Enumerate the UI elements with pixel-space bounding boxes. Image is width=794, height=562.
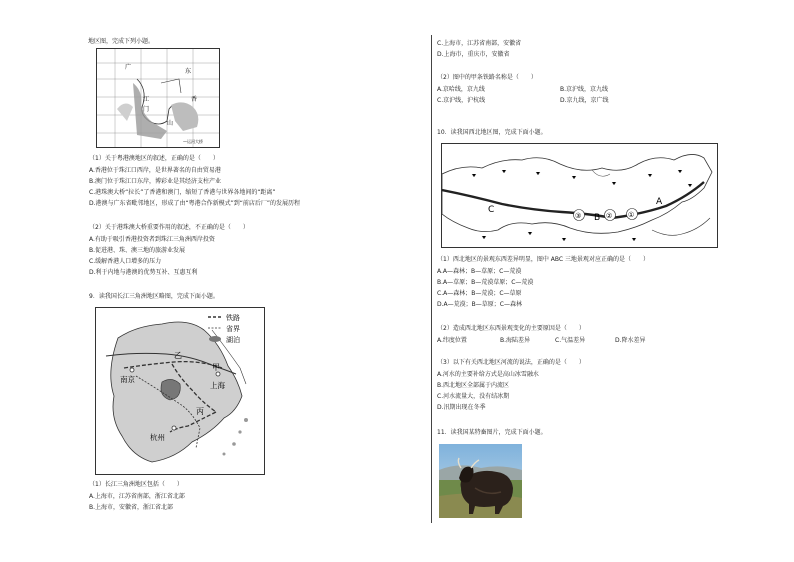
yangtze-delta-map [95, 307, 265, 475]
q10-2-option-d: D.降水差异 [615, 337, 646, 344]
q1-option-d: D.港澳与广东省毗邻地区，形成了由“粤港合作新模式”到“前店后厂”的发展历程 [89, 200, 300, 207]
label-c: C [488, 205, 495, 215]
q9-title: 9．读我国长江三角洲地区略图，完成下面小题。 [89, 293, 219, 300]
q10-3-option-a: A.河水的主要补给方式是高山冰雪融水 [437, 371, 539, 378]
q1-option-a: A.香港位于珠江口西岸，是世界著名的自由贸易港 [89, 167, 221, 174]
q9-2-option-a: A.京哈线，京九线 [437, 86, 485, 93]
northwest-china-map [441, 143, 718, 248]
q9-2-option-c: C.京沪线，沪杭线 [437, 97, 486, 104]
q10-1-option-b: B.A—草原；B—荒漠草原；C—荒漠 [437, 279, 534, 286]
q10-3-option-b: B.西北地区全部属于内流区 [437, 382, 510, 389]
q10-title: 10．读我国西北地区图，完成下面小题。 [437, 129, 547, 136]
label-b: B [594, 213, 601, 223]
q1-option-b: B.澳门位于珠江口东岸，博彩业是其经济支柱产业 [89, 178, 222, 185]
label-hangzhou: 杭州 [150, 433, 165, 442]
map1-label-shan: 山 [167, 120, 174, 127]
q9-2-stem: （2）图中的甲条铁路名称是（ ） [437, 74, 537, 81]
column-divider [431, 35, 432, 523]
legend-lake: 湖泊 [226, 336, 240, 344]
q10-2-option-b: B.海陆差异 [500, 337, 531, 344]
q10-2-option-c: C.气温差异 [555, 337, 586, 344]
map1-label-xiang: 香 [191, 96, 198, 103]
label-jia: 甲 [212, 363, 220, 372]
q1-option-c: C.港珠澳大桥“拉长”了香港和澳门，缩短了香港与世界各地间的“距离” [89, 189, 276, 196]
q10-3-option-d: D.汛期出现在冬季 [437, 404, 486, 411]
legend-border: 省界 [226, 325, 240, 333]
q2-option-d: D.利于内地与港澳的优势互补、互惠互利 [89, 269, 198, 276]
q2-option-b: B.促进港、珠、澳三地的旅游业发展 [89, 247, 186, 254]
q10-3-option-c: C.河水流量大，没有结冰期 [437, 393, 510, 400]
q10-1-option-a: A.A—森林；B—草原；C—荒漠 [437, 268, 522, 275]
q10-1-option-c: C.A—森林；B—荒漠；C—草原 [437, 290, 522, 297]
label-n2: ② [606, 212, 613, 220]
q2-option-a: A.有助于吸引香港投资者到珠江三角洲西岸投资 [89, 236, 215, 243]
map1-label-dong: 东 [185, 68, 192, 75]
yak-photo [439, 444, 522, 518]
q10-2-option-a: A.纬度位置 [437, 337, 467, 344]
map1-label-guang: 广 [125, 64, 132, 71]
pearl-river-map [96, 48, 220, 148]
label-yi: 乙 [174, 351, 182, 360]
label-a: A [656, 197, 663, 207]
q10-1-stem: （1）西北地区的景观东西差异明显，图中 ABC 三地景观对应正确的是（ ） [437, 256, 649, 263]
label-bing: 丙 [196, 407, 204, 416]
q9-2-option-d: D.京九线，京广线 [560, 97, 609, 104]
q9-1-option-a: A.上海市，江苏省南部，浙江省北部 [89, 493, 185, 500]
q10-1-option-d: D.A—荒漠；B—草原；C—森林 [437, 301, 522, 308]
map1-label-jiang: 江 [143, 96, 150, 103]
intro-line: 地区图，完成下列小题。 [88, 38, 155, 45]
q9-1-option-d: D.上海市，重庆市，安徽省 [437, 51, 510, 58]
label-n3: ③ [575, 212, 582, 220]
q2-stem: （2）关于港珠澳大桥重要作用的叙述，不正确的是（ ） [89, 224, 249, 231]
q1-stem: （1）关于粤港澳地区的叙述，正确的是（ ） [89, 155, 219, 162]
q9-2-option-b: B.京沪线，京九线 [560, 86, 609, 93]
q9-1-option-c: C.上海市，江苏省南部，安徽省 [437, 40, 522, 47]
label-nanjing: 南京 [120, 375, 135, 384]
q11-title: 11．读我国某特畜图片，完成下面小题。 [437, 429, 547, 436]
q10-3-stem: （3）以下有关西北地区河流的说法，正确的是（ ） [437, 359, 585, 366]
label-shanghai: 上海 [210, 381, 225, 390]
q10-2-stem: （2）造成西北地区东西景观变化的主要原因是（ ） [437, 325, 585, 332]
q9-1-stem: （1）长江三角洲地区包括（ ） [89, 481, 183, 488]
map1-legend: —运河大桥 [183, 139, 203, 144]
map1-label-men: 门 [143, 106, 150, 113]
q2-option-c: C.缓解香港人口增多的压力 [89, 258, 162, 265]
q9-1-option-b: B.上海市，安徽省，浙江省北部 [89, 504, 174, 511]
label-n1: ① [628, 211, 635, 219]
legend-railway: 铁路 [226, 314, 240, 322]
